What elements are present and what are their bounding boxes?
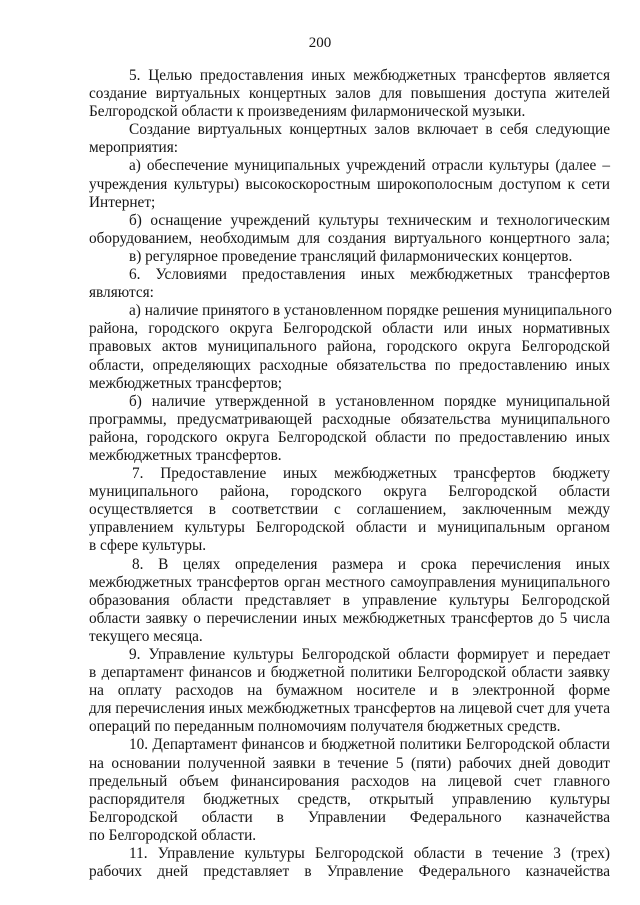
text-line: 7. Предоставление иных межбюджетных трансфертов бюджету [132, 465, 610, 483]
text-line: являются: [89, 284, 154, 302]
text-line: на основании полученной заявки в течение 5 (пяти) рабочих дней доводит [89, 754, 610, 772]
text-line: текущего месяца. [89, 627, 203, 645]
text-line: операций по переданным полномочиям получателя бюджетных средств. [89, 718, 561, 736]
text-line: муниципального района, городского округа Белгородской области [89, 483, 610, 501]
text-line: по Белгородской области. [89, 826, 257, 844]
text-line: области заявку о перечислении иных межбюджетных трансфертов до 5 числа [89, 609, 610, 627]
text-line: правовых актов муниципального района, городского округа Белгородской [89, 338, 610, 356]
text-line: 5. Целью предоставления иных межбюджетных трансфертов является [129, 67, 610, 84]
text-line: программы, предусматривающей расходные обязательства муниципального [89, 410, 610, 428]
text-line: Белгородской области к произведениям филармонической музыки. [89, 103, 526, 121]
text-line: 6. Условиями предоставления иных межбюджетных трансфертов [129, 266, 610, 284]
page-number: 200 [308, 35, 332, 51]
text-line: оборудованием, необходимым для создания виртуального концертного зала; [89, 229, 610, 247]
text-line: на оплату расходов на бумажном носителе и в электронной форме [89, 682, 610, 700]
text-line: межбюджетных трансфертов; [89, 374, 283, 392]
text-line: межбюджетных трансфертов. [89, 446, 282, 464]
text-line: 8. В целях определения размера и срока перечисления иных [132, 555, 610, 573]
text-line: б) оснащение учреждений культуры техническим и технологическим [129, 211, 610, 229]
text-line: распорядителя бюджетных средств, открытый управлению культуры [89, 790, 610, 808]
text-line: управлением культуры Белгородской области и муниципальным органом [89, 519, 610, 537]
text-line: предельный объем финансирования расходов на лицевой счет главного [89, 772, 610, 790]
text-line: 9. Управление культуры Белгородской области формирует и передает [129, 646, 610, 663]
text-line: мероприятия: [89, 139, 178, 157]
text-line: Белгородской области в Управлении Федерального казначейства [89, 808, 610, 826]
text-line: района, городского округа Белгородской области по предоставлению иных [89, 428, 610, 446]
text-line: создание виртуальных концертных залов для повышения доступа жителей [89, 85, 610, 103]
text-line: в департамент финансов и бюджетной политики Белгородской области заявку [89, 664, 610, 682]
text-line: Создание виртуальных концертных залов включает в себя следующие [129, 121, 610, 139]
text-line: для перечисления иных межбюджетных трансфертов на лицевой счет для учета [89, 700, 610, 718]
text-line: рабочих дней представляет в Управление Федерального казначейства [89, 863, 610, 881]
text-line: в сфере культуры. [89, 537, 207, 555]
text-line: образования области представляет в управление культуры Белгородской [89, 591, 610, 609]
text-line: района, городского округа Белгородской области или иных нормативных [89, 320, 610, 338]
text-line: б) наличие утвержденной в установленном порядке муниципальной [129, 392, 610, 410]
text-line: осуществляется в соответствии с соглашением, заключенным между [89, 501, 610, 519]
text-line: 10. Департамент финансов и бюджетной политики Белгородской области [129, 736, 610, 754]
text-line: межбюджетных трансфертов орган местного самоуправления муниципального [89, 573, 610, 591]
document-body [89, 67, 610, 881]
text-line: Интернет; [89, 193, 156, 211]
text-line: а) обеспечение муниципальных учреждений отрасли культуры (далее – [129, 157, 610, 175]
text-line: 11. Управление культуры Белгородской области в течение 3 (трех) [129, 845, 610, 863]
text-line: а) наличие принятого в установленном порядке решения муниципального [129, 302, 612, 320]
text-line: области, определяющих расходные обязательства по предоставлению иных [89, 356, 610, 374]
text-line: в) регулярное проведение трансляций филармонических концертов. [129, 247, 573, 265]
text-line: учреждения культуры) высокоскоростным широкополосным доступом к сети [89, 175, 610, 193]
